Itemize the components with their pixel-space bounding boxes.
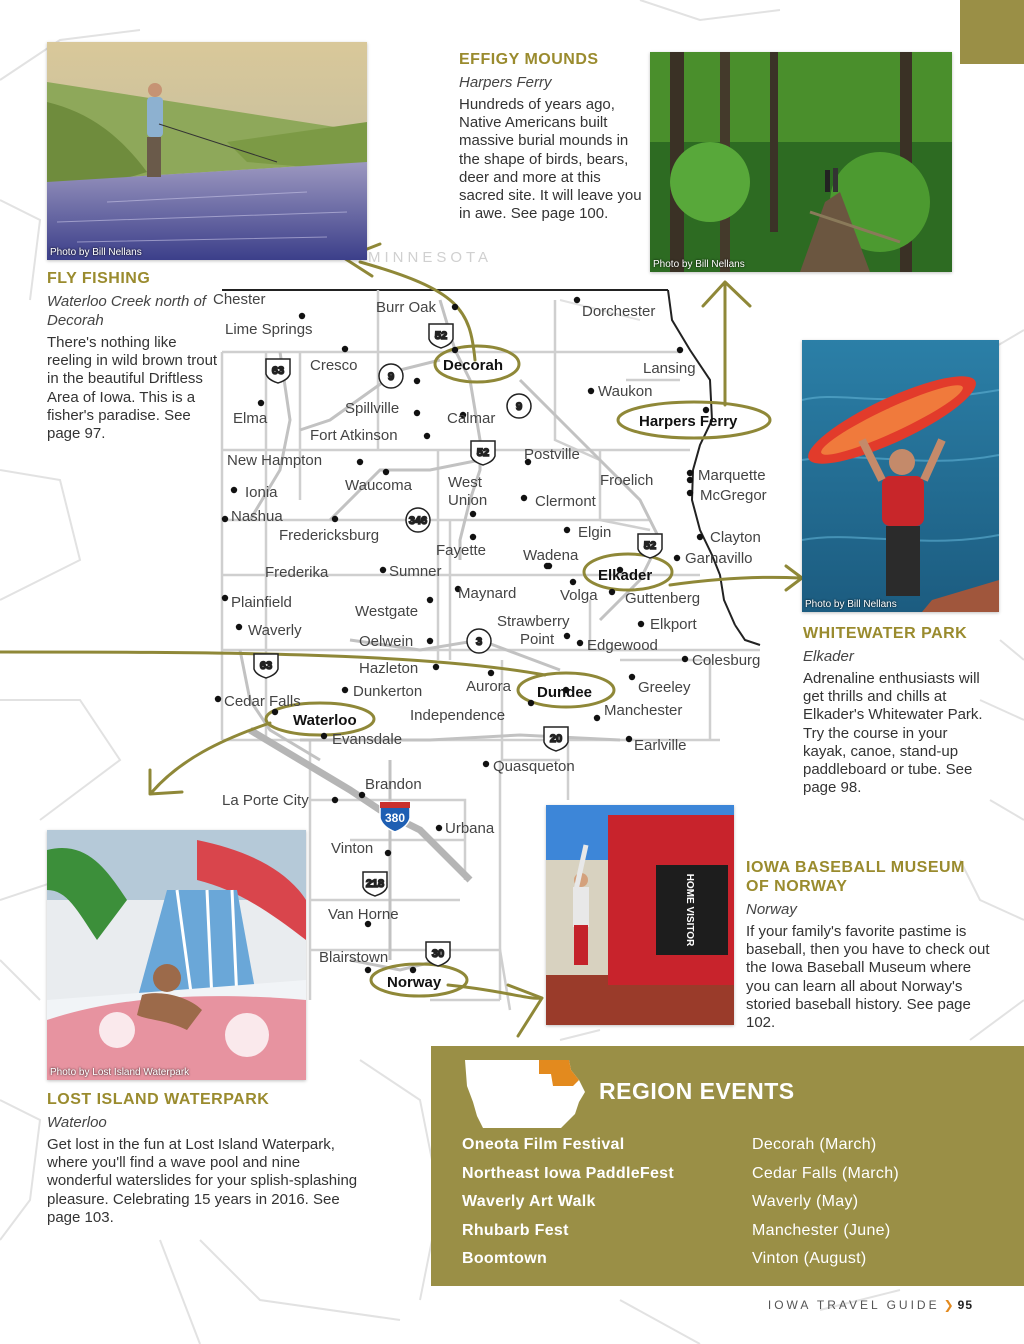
chevron-right-icon: ❯ xyxy=(943,1298,954,1312)
town-label: Calmar xyxy=(447,410,496,427)
town-label: Chester xyxy=(213,291,266,308)
town-marker xyxy=(674,555,680,561)
event-name: Boomtown xyxy=(462,1250,548,1267)
effigy-mounds-block xyxy=(459,51,643,223)
waterpark-photo xyxy=(47,830,306,1080)
baseball-museum-photo xyxy=(546,805,734,1025)
town-label: Waverly xyxy=(248,622,302,639)
town-marker xyxy=(365,967,371,973)
photo-credit: Photo by Bill Nellans xyxy=(805,599,897,610)
town-label: La Porte City xyxy=(222,792,309,809)
town-marker xyxy=(380,567,386,573)
town-marker xyxy=(687,470,693,476)
town-marker xyxy=(332,516,338,522)
town-label: Sumner xyxy=(389,563,442,580)
town-marker xyxy=(564,527,570,533)
event-item xyxy=(462,1165,1002,1194)
town-label: Plainfield xyxy=(231,594,292,611)
town-marker xyxy=(424,433,430,439)
route-shield xyxy=(471,441,495,465)
town-label: Nashua xyxy=(231,508,283,525)
town-label: Independence xyxy=(410,707,506,724)
waterslide-image xyxy=(47,830,306,1080)
town-label: Clermont xyxy=(535,493,596,510)
town-label: Elkport xyxy=(650,616,697,633)
town-marker xyxy=(588,388,594,394)
town-marker xyxy=(594,715,600,721)
route-number: 63 xyxy=(259,660,273,672)
feature-title: LOST ISLAND WATERPARK xyxy=(47,1091,270,1108)
town-marker xyxy=(414,410,420,416)
photo-credit: Photo by Bill Nellans xyxy=(653,259,745,270)
town-label: Elgin xyxy=(578,524,612,541)
feature-location: Harpers Ferry xyxy=(459,74,552,91)
event-item xyxy=(462,1193,1002,1222)
town-label: Volga xyxy=(560,587,598,604)
route-shield xyxy=(379,364,403,388)
town-label: Brandon xyxy=(365,776,422,793)
town-label: Fort Atkinson xyxy=(310,427,398,444)
town-label: Colesburg xyxy=(692,652,761,669)
lost-island-block xyxy=(47,1091,362,1227)
event-name: Northeast Iowa PaddleFest xyxy=(462,1164,674,1182)
effigy-mounds-photo xyxy=(650,52,952,272)
event-when: Cedar Falls (March) xyxy=(752,1164,900,1182)
town-label: Aurora xyxy=(466,678,512,695)
town-marker xyxy=(222,516,228,522)
town-marker xyxy=(528,700,534,706)
town-marker xyxy=(697,534,703,540)
route-number: 30 xyxy=(431,948,445,960)
route-number: 20 xyxy=(549,733,563,745)
town-label: Westgate xyxy=(355,603,419,620)
feature-title: FLY FISHING xyxy=(47,270,151,287)
route-number: 9 xyxy=(515,401,523,413)
featured-town-label: Norway xyxy=(387,974,442,991)
town-label: Wadena xyxy=(523,547,579,564)
town-marker xyxy=(433,664,439,670)
featured-town-marker xyxy=(410,967,416,973)
town-marker xyxy=(564,633,570,639)
town-label: Spillville xyxy=(345,400,400,417)
fly-fishing-image xyxy=(47,42,367,260)
event-item xyxy=(462,1222,1002,1251)
feature-location: Norway xyxy=(746,901,797,918)
town-marker xyxy=(258,400,264,406)
route-shield xyxy=(429,324,453,348)
feature-body: If your family's favorite pastime is baseball, then you have to check out the Iowa Baseball Museum where you can learn all about Norway's storied baseball history. See page 102. xyxy=(746,923,990,1032)
route-shield xyxy=(507,394,531,418)
route-number: 63 xyxy=(271,365,285,377)
town-marker xyxy=(342,346,348,352)
town-label: Blairstown xyxy=(319,949,389,966)
town-label: Fayette xyxy=(436,542,487,559)
event-name: Waverly Art Walk xyxy=(462,1193,596,1210)
whitewater-park-block xyxy=(803,625,993,797)
route-shield xyxy=(363,872,387,896)
town-marker xyxy=(577,640,583,646)
town-label: Lime Springs xyxy=(225,321,313,338)
town-label: Cedar Falls xyxy=(224,693,301,710)
town-marker xyxy=(483,761,489,767)
whitewater-photo xyxy=(802,340,999,612)
route-number: 52 xyxy=(476,447,490,459)
interstate-label: 380 xyxy=(384,811,406,825)
route-number: 52 xyxy=(434,330,448,342)
town-label: Cresco xyxy=(310,357,358,374)
town-marker xyxy=(687,490,693,496)
guide-name: IOWA TRAVEL GUIDE xyxy=(767,1298,940,1312)
featured-town-label: Harpers Ferry xyxy=(639,413,738,430)
town-marker xyxy=(488,670,494,676)
fly-fishing-photo xyxy=(47,42,367,260)
town-label: Manchester xyxy=(604,702,683,719)
feature-title: EFFIGY MOUNDS xyxy=(459,51,599,68)
town-label: McGregor xyxy=(700,487,767,504)
featured-town-label: Dundee xyxy=(537,684,593,701)
town-marker xyxy=(383,469,389,475)
town-label: New Hampton xyxy=(227,452,323,469)
town-marker xyxy=(470,511,476,517)
state-label: MINNESOTA xyxy=(368,249,493,266)
town-label: West Union xyxy=(448,474,488,509)
town-label: Evansdale xyxy=(332,731,403,748)
featured-town-label: Waterloo xyxy=(293,712,357,729)
town-label: Urbana xyxy=(445,820,495,837)
events-title: REGION EVENTS xyxy=(599,1078,795,1104)
featured-town-label: Elkader xyxy=(598,567,653,584)
town-label: Dunkerton xyxy=(353,683,423,700)
town-marker xyxy=(231,487,237,493)
town-label: Edgewood xyxy=(587,637,658,654)
route-number: 218 xyxy=(365,878,385,890)
town-label: Greeley xyxy=(638,679,691,696)
town-label: Fredericksburg xyxy=(279,527,380,544)
event-when: Vinton (August) xyxy=(752,1250,867,1267)
town-label: Elma xyxy=(233,410,268,427)
town-label: Ionia xyxy=(245,484,278,501)
town-label: Guttenberg xyxy=(625,590,701,607)
event-name: Oneota Film Festival xyxy=(462,1136,625,1153)
town-marker xyxy=(470,534,476,540)
route-shield xyxy=(467,629,491,653)
photo-credit: Photo by Lost Island Waterpark xyxy=(50,1067,190,1078)
route-shield xyxy=(544,727,568,751)
event-when: Manchester (June) xyxy=(752,1221,891,1239)
town-marker xyxy=(215,696,221,702)
interstate-380-shield xyxy=(380,802,410,832)
feature-body: Get lost in the fun at Lost Island Waterpark, where you'll find a wave pool and nine wonderful waterslides for your splish-splashing pleasure. Celebrating 15 years in 2016. See page 103. xyxy=(47,1136,358,1226)
town-label: Garnavillo xyxy=(685,550,753,567)
route-number: 346 xyxy=(408,515,428,527)
town-marker xyxy=(436,825,442,831)
town-marker xyxy=(427,638,433,644)
kayaker-image xyxy=(802,340,999,612)
town-marker xyxy=(357,459,363,465)
town-marker xyxy=(222,595,228,601)
town-marker xyxy=(626,736,632,742)
route-shield xyxy=(266,359,290,383)
town-label: Frederika xyxy=(265,564,329,581)
iowa-state-icon xyxy=(461,1056,591,1130)
town-label: Maynard xyxy=(458,585,517,602)
town-marker xyxy=(342,687,348,693)
town-marker xyxy=(299,313,305,319)
town-label: Burr Oak xyxy=(376,299,437,316)
town-marker xyxy=(332,797,338,803)
route-shield xyxy=(638,534,662,558)
route-shield xyxy=(426,942,450,966)
town-marker xyxy=(321,733,327,739)
town-label: Hazleton xyxy=(359,660,419,677)
town-marker xyxy=(385,850,391,856)
feature-body: Adrenaline enthusiasts will get thrills and chills at Elkader's Whitewater Park. Try the course in your kayak, canoe, stand-up paddleboard or tube. See page 98. xyxy=(803,670,983,797)
town-marker xyxy=(677,347,683,353)
event-when: Waverly (May) xyxy=(752,1193,859,1210)
event-item xyxy=(462,1136,1002,1165)
baseball-museum-block xyxy=(746,858,996,1032)
town-marker xyxy=(687,477,693,483)
town-label: Waucoma xyxy=(345,477,412,494)
event-item xyxy=(462,1250,1002,1279)
event-name: Rhubarb Fest xyxy=(462,1221,569,1239)
town-label: Earlville xyxy=(634,737,687,754)
photo-credit: Photo by Bill Nellans xyxy=(50,247,142,258)
town-marker xyxy=(574,297,580,303)
route-shield xyxy=(406,508,430,532)
region-events-panel xyxy=(431,1046,1024,1286)
town-marker xyxy=(629,674,635,680)
feature-body: Hundreds of years ago, Native Americans built massive burial mounds in the shape of birds, bears, deer and more at this sacred site. It will leave you in awe. See page 100. xyxy=(459,96,642,223)
route-number: 3 xyxy=(475,636,483,648)
page-footer xyxy=(768,1298,973,1312)
town-marker xyxy=(570,579,576,585)
town-label: Lansing xyxy=(643,360,696,377)
feature-body: There's nothing like reeling in wild brown trout in the beautiful Driftless Area of Iowa. This is a fisher's paradise. See page 97. xyxy=(47,334,218,443)
events-list xyxy=(462,1136,1002,1279)
town-label: Froelich xyxy=(600,472,654,489)
town-marker xyxy=(414,378,420,384)
featured-town-label: Decorah xyxy=(443,357,504,374)
feature-location: Elkader xyxy=(803,648,854,665)
town-label: Postville xyxy=(524,446,580,463)
town-marker xyxy=(609,589,615,595)
town-marker xyxy=(521,495,527,501)
route-number: 9 xyxy=(387,371,395,383)
town-label: Clayton xyxy=(710,529,761,546)
museum-building-image xyxy=(546,805,734,1025)
town-label: Quasqueton xyxy=(493,758,575,775)
featured-town-marker xyxy=(452,347,458,353)
town-marker xyxy=(638,621,644,627)
feature-title: IOWA BASEBALL MUSEUM OF NORWAY xyxy=(746,859,965,895)
town-marker xyxy=(452,304,458,310)
town-label: Strawberry Point xyxy=(497,613,570,648)
town-marker xyxy=(236,624,242,630)
town-label: Marquette xyxy=(698,467,766,484)
feature-title: WHITEWATER PARK xyxy=(803,625,968,642)
town-label: Waukon xyxy=(598,383,653,400)
event-when: Decorah (March) xyxy=(752,1136,877,1153)
page-number: 95 xyxy=(957,1298,973,1312)
feature-location: Waterloo xyxy=(47,1114,107,1131)
fly-fishing-block xyxy=(47,270,222,443)
route-number: 52 xyxy=(643,540,657,552)
town-label: Van Horne xyxy=(328,906,399,923)
town-marker xyxy=(682,656,688,662)
town-label: Dorchester xyxy=(582,303,656,320)
forest-trail-image xyxy=(650,52,952,272)
town-marker xyxy=(427,597,433,603)
scoreboard-text: HOME VISITOR xyxy=(684,873,695,947)
feature-location: Waterloo Creek north of Decorah xyxy=(47,293,206,329)
route-shield xyxy=(254,654,278,678)
town-label: Oelwein xyxy=(359,633,414,650)
town-label: Vinton xyxy=(331,840,374,857)
